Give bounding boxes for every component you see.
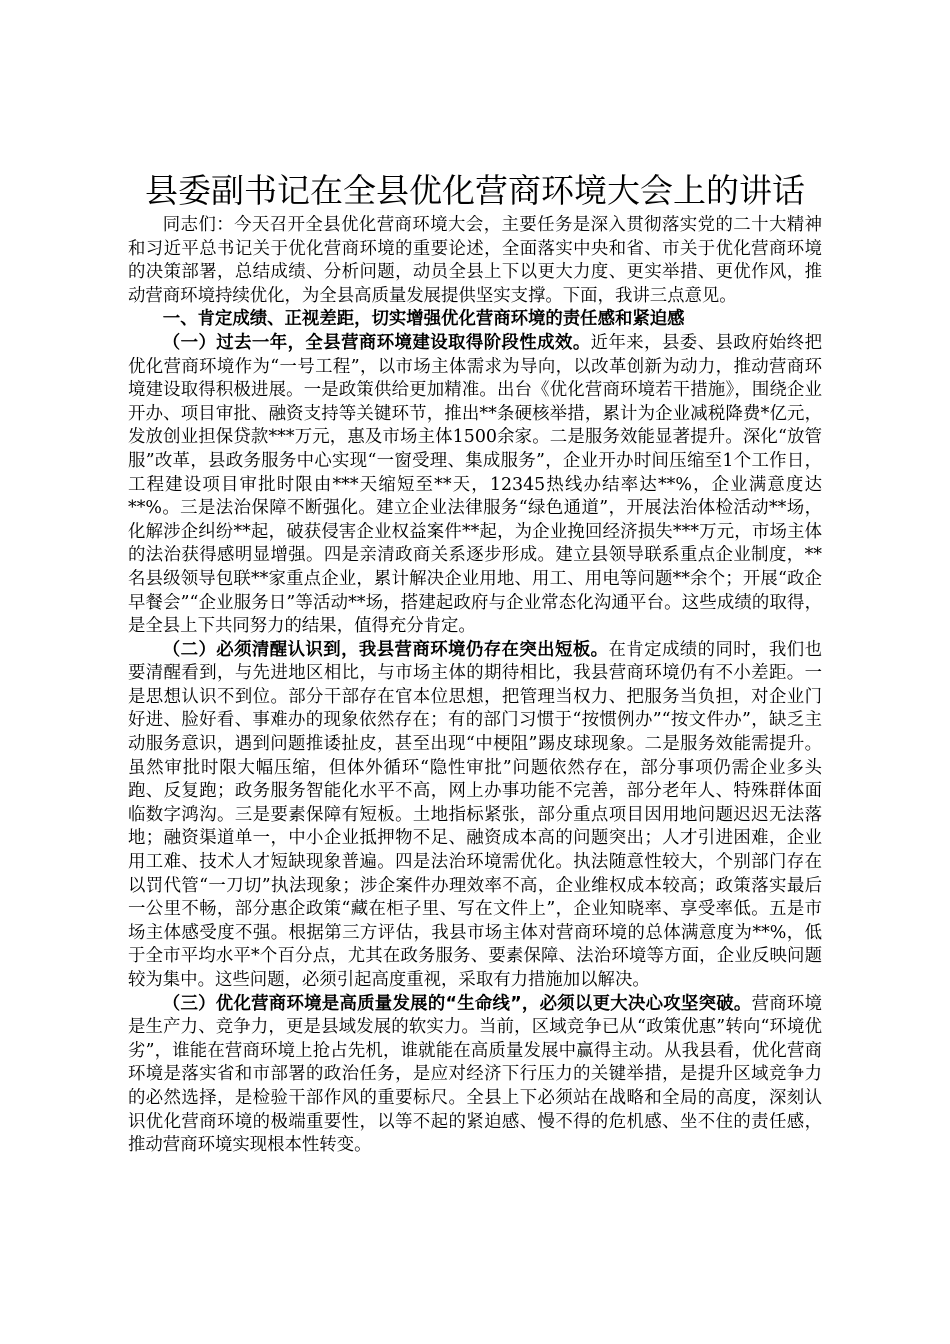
paragraph-1: [128, 332, 822, 639]
intro-paragraph: 同志们：今天召开全县优化营商环境大会，主要任务是深入贯彻落实党的二十大精神和习近平总书记关于优化营商环境的重要论述，全面落实中央和省、市关于优化营商环境的决策部署，总结成绩、分析问题，动员全县上下以更大力度、更实举措、更优作风，推动营商环境持续优化，为全县高质量发展提供坚实支撑。下面，我讲三点意见。: [128, 215, 822, 306]
paragraph-3-lead: （三）优化营商环境是高质量发展的“生命线”，必须以更大决心攻坚突破。: [162, 993, 752, 1014]
paragraph-2-lead: （二）必须清醒认识到，我县营商环境仍存在突出短板。: [162, 639, 609, 660]
paragraph-2: [128, 639, 822, 993]
document-title: 县委副书记在全县优化营商环境大会上的讲话: [145, 171, 805, 210]
paragraph-1-body: 近年来，县委、县政府始终把优化营商环境作为“一号工程”，以市场主体需求为导向，以改革创新为动力，推动营商环境建设取得积极进展。一是政策供给更加精准。出台《优化营商环境若干措施》，围绕企业开办、项目审批、融资支持等关键环节，推出**条硬核举措，累计为企业减税降费*亿元，发放创业担保贷款***万元，惠及市场主体1500余家。二是服务效能显著提升。深化“放管服”改革，县政务服务中心实现“一窗受理、集成服务”，企业开办时间压缩至1个工作日，工程建设项目审批时限由***天缩短至**天，12345热线办结率达**%，企业满意度达**%。三是法治保障不断强化。建立企业法律服务“绿色通道”，开展法治体检活动**场，化解涉企纠纷**起，破获侵害企业权益案件**起，为企业挽回经济损失***万元，市场主体的法治获得感明显增强。四是亲清政商关系逐步形成。建立县领导联系重点企业制度，**名县级领导包联**家重点企业，累计解决企业用地、用工、用电等问题**余个；开展“政企早餐会”“企业服务日”等活动**场，搭建起政府与企业常态化沟通平台。这些成绩的取得，是全县上下共同努力的结果，值得充分肯定。: [128, 332, 822, 637]
paragraph-3-body: 营商环境是生产力、竞争力，更是县域发展的软实力。当前，区域竞争已从“政策优惠”转向“环境优劣”，谁能在营商环境上抢占先机，谁就能在高质量发展中赢得主动。从我县看，优化营商环境是落实省和市部署的政治任务，是应对经济下行压力的关键举措，是提升区域竞争力的必然选择，是检验干部作风的重要标尺。全县上下必须站在战略和全局的高度，深刻认识优化营商环境的极端重要性，以等不起的紧迫感、慢不得的危机感、坐不住的责任感，推动营商环境实现根本性转变。: [128, 993, 822, 1156]
paragraph-3: [128, 993, 822, 1158]
document-page: [128, 170, 822, 1158]
section-heading-1: 一、肯定成绩、正视差距，切实增强优化营商环境的责任感和紧迫感: [162, 309, 685, 330]
paragraph-2-body: 在肯定成绩的同时，我们也要清醒看到，与先进地区相比，与市场主体的期待相比，我县营商环境仍有不小差距。一是思想认识不到位。部分干部存在官本位思想，把管理当权力、把服务当负担，对企业门好进、脸好看、事难办的现象依然存在；有的部门习惯于“按惯例办”“按文件办”，缺乏主动服务意识，遇到问题推诿扯皮，甚至出现“中梗阻”踢皮球现象。二是服务效能需提升。虽然审批时限大幅压缩，但体外循环“隐性审批”问题依然存在，部分事项仍需企业多头跑、反复跑；政务服务智能化水平不高，网上办事功能不完善，部分老年人、特殊群体面临数字鸿沟。三是要素保障有短板。土地指标紧张，部分重点项目因用地问题迟迟无法落地；融资渠道单一，中小企业抵押物不足、融资成本高的问题突出；人才引进困难，企业用工难、技术人才短缺现象普遍。四是法治环境需优化。执法随意性较大，个别部门存在以罚代管“一刀切”执法现象；涉企案件办理效率不高，企业维权成本较高；政策落实最后一公里不畅，部分惠企政策“藏在柜子里、写在文件上”，企业知晓率、享受率低。五是市场主体感受度不强。根据第三方评估，我县市场主体对营商环境的总体满意度为**%，低于全市平均水平*个百分点，尤其在政务服务、要素保障、法治环境等方面，企业反映问题较为集中。这些问题，必须引起高度重视，采取有力措施加以解决。: [128, 639, 822, 990]
paragraph-1-lead: （一）过去一年，全县营商环境建设取得阶段性成效。: [162, 332, 591, 353]
